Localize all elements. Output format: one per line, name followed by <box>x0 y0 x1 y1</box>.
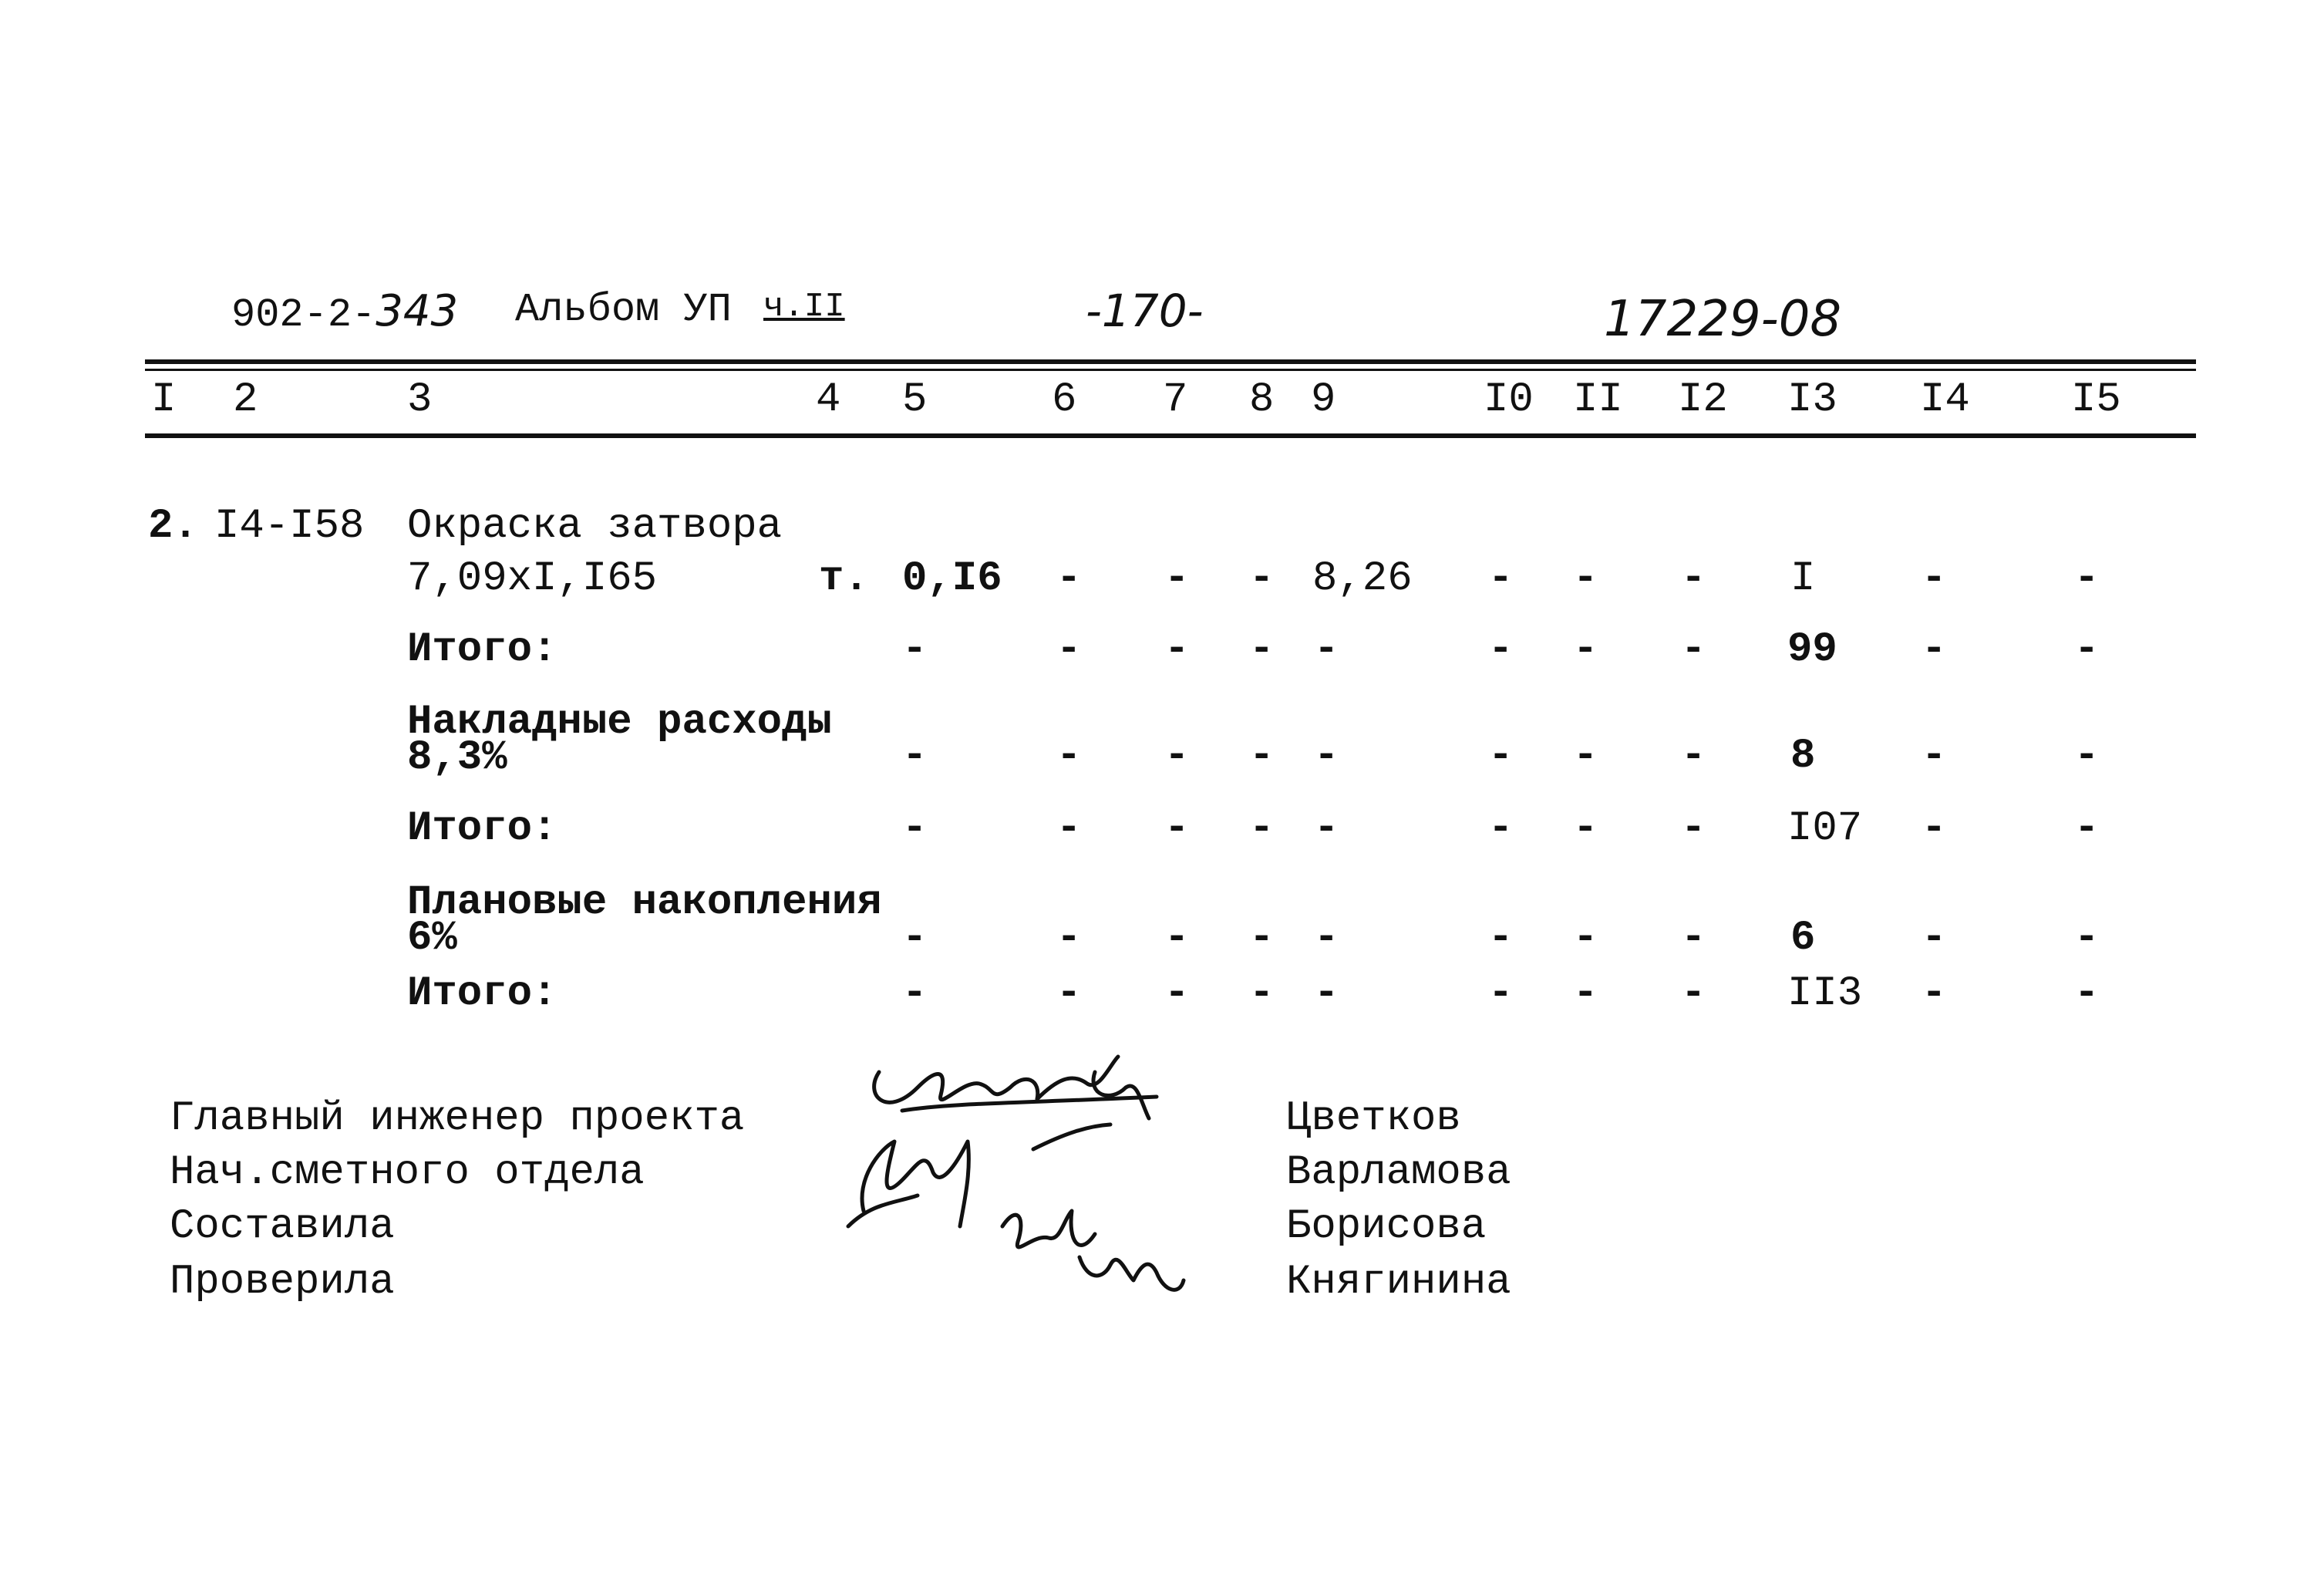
item-col10: - <box>1488 555 1514 602</box>
row-col11: - <box>1573 733 1598 780</box>
row-col10: - <box>1488 805 1514 852</box>
row-col13: II3 <box>1787 970 1863 1017</box>
row-col8: - <box>1249 733 1275 780</box>
part-label: ч.II <box>763 288 845 326</box>
row-col12: - <box>1681 626 1706 673</box>
item-col5: 0,I6 <box>902 555 1002 602</box>
col-header-7: 7 <box>1163 376 1188 423</box>
row-label: Итого: <box>407 626 557 673</box>
item-col11: - <box>1573 555 1598 602</box>
item-number: 2. <box>148 503 198 550</box>
row-col11: - <box>1573 970 1598 1017</box>
page-number: -170- <box>1086 285 1204 337</box>
item-col15: - <box>2074 555 2100 602</box>
item-col14: - <box>1922 555 1947 602</box>
row-col12: - <box>1681 915 1706 962</box>
row-col12: - <box>1681 733 1706 780</box>
row-col6: - <box>1056 805 1082 852</box>
row-col6: - <box>1056 626 1082 673</box>
row-col13: 6 <box>1790 915 1816 962</box>
row-col7: - <box>1164 733 1190 780</box>
row-label: Итого: <box>407 970 557 1017</box>
col-header-9: 9 <box>1311 376 1336 423</box>
col-header-5: 5 <box>902 376 928 423</box>
row-col10: - <box>1488 915 1514 962</box>
row-col13: I07 <box>1787 805 1863 852</box>
row-col15: - <box>2074 970 2100 1017</box>
row-col5: - <box>902 970 928 1017</box>
row-col15: - <box>2074 626 2100 673</box>
row-col15: - <box>2074 915 2100 962</box>
item-col6: - <box>1056 555 1082 602</box>
signature-name: Борисова <box>1286 1203 1487 1250</box>
row-col5: - <box>902 626 928 673</box>
handwritten-signatures <box>833 1026 1203 1334</box>
item-code: I4-I58 <box>214 503 365 550</box>
row-col11: - <box>1573 626 1598 673</box>
col-header-1: I <box>151 376 177 423</box>
col-header-14: I4 <box>1920 376 1970 423</box>
row-col9: - <box>1314 805 1339 852</box>
row-label-rate: 8,3% <box>407 734 507 781</box>
row-col14: - <box>1922 915 1947 962</box>
row-col9: - <box>1314 970 1339 1017</box>
col-header-4: 4 <box>816 376 841 423</box>
row-col7: - <box>1164 915 1190 962</box>
col-header-12: I2 <box>1678 376 1728 423</box>
col-header-13: I3 <box>1787 376 1837 423</box>
row-col10: - <box>1488 733 1514 780</box>
row-label: Плановые накопления <box>407 879 882 926</box>
row-col7: - <box>1164 626 1190 673</box>
doc-code-handwritten: 343 <box>376 286 459 336</box>
row-col6: - <box>1056 970 1082 1017</box>
row-col8: - <box>1249 970 1275 1017</box>
row-label-rate: 6% <box>407 915 457 962</box>
row-label: Итого: <box>407 805 557 852</box>
row-col14: - <box>1922 970 1947 1017</box>
item-col7: - <box>1164 555 1190 602</box>
item-col8: - <box>1249 555 1275 602</box>
top-rule-thin <box>145 369 2196 371</box>
album-label: Альбом УП <box>515 287 732 332</box>
col-header-8: 8 <box>1249 376 1275 423</box>
signature-role: Нач.сметного отдела <box>170 1149 645 1196</box>
row-col7: - <box>1164 970 1190 1017</box>
row-col10: - <box>1488 626 1514 673</box>
row-col5: - <box>902 915 928 962</box>
item-formula: 7,09xI,I65 <box>407 555 658 602</box>
col-header-11: II <box>1573 376 1623 423</box>
row-col5: - <box>902 805 928 852</box>
row-col13: 8 <box>1790 733 1816 780</box>
row-col12: - <box>1681 970 1706 1017</box>
row-col8: - <box>1249 805 1275 852</box>
row-col14: - <box>1922 626 1947 673</box>
row-label: Накладные расходы <box>407 699 832 746</box>
col-header-15: I5 <box>2071 376 2121 423</box>
row-col14: - <box>1922 733 1947 780</box>
registry-number: 17229-08 <box>1604 291 1842 348</box>
row-col11: - <box>1573 915 1598 962</box>
row-col11: - <box>1573 805 1598 852</box>
col-header-10: I0 <box>1484 376 1534 423</box>
row-col12: - <box>1681 805 1706 852</box>
item-col13: I <box>1790 555 1816 602</box>
row-col8: - <box>1249 915 1275 962</box>
row-col13: 99 <box>1787 626 1837 673</box>
row-col6: - <box>1056 733 1082 780</box>
row-col15: - <box>2074 733 2100 780</box>
top-rule <box>145 359 2196 364</box>
row-col9: - <box>1314 733 1339 780</box>
row-col9: - <box>1314 915 1339 962</box>
row-col6: - <box>1056 915 1082 962</box>
col-header-3: 3 <box>407 376 433 423</box>
bottom-rule <box>145 433 2196 438</box>
row-col8: - <box>1249 626 1275 673</box>
row-col7: - <box>1164 805 1190 852</box>
signature-name: Варламова <box>1286 1149 1511 1196</box>
signature-name: Княгинина <box>1286 1259 1511 1306</box>
col-header-6: 6 <box>1052 376 1077 423</box>
row-col10: - <box>1488 970 1514 1017</box>
row-col9: - <box>1314 626 1339 673</box>
item-col9: 8,26 <box>1312 555 1413 602</box>
doc-code <box>231 286 459 338</box>
item-name: Окраска затвора <box>407 503 783 550</box>
col-header-2: 2 <box>233 376 258 423</box>
item-col12: - <box>1681 555 1706 602</box>
item-unit: т. <box>819 555 869 602</box>
doc-code-prefix: 902-2- <box>231 292 376 338</box>
row-col5: - <box>902 733 928 780</box>
row-col14: - <box>1922 805 1947 852</box>
row-col15: - <box>2074 805 2100 852</box>
signature-name: Цветков <box>1286 1095 1461 1142</box>
signature-role: Составила <box>170 1203 395 1250</box>
signature-role: Проверила <box>170 1259 395 1306</box>
signature-role: Главный инженер проекта <box>170 1095 745 1142</box>
